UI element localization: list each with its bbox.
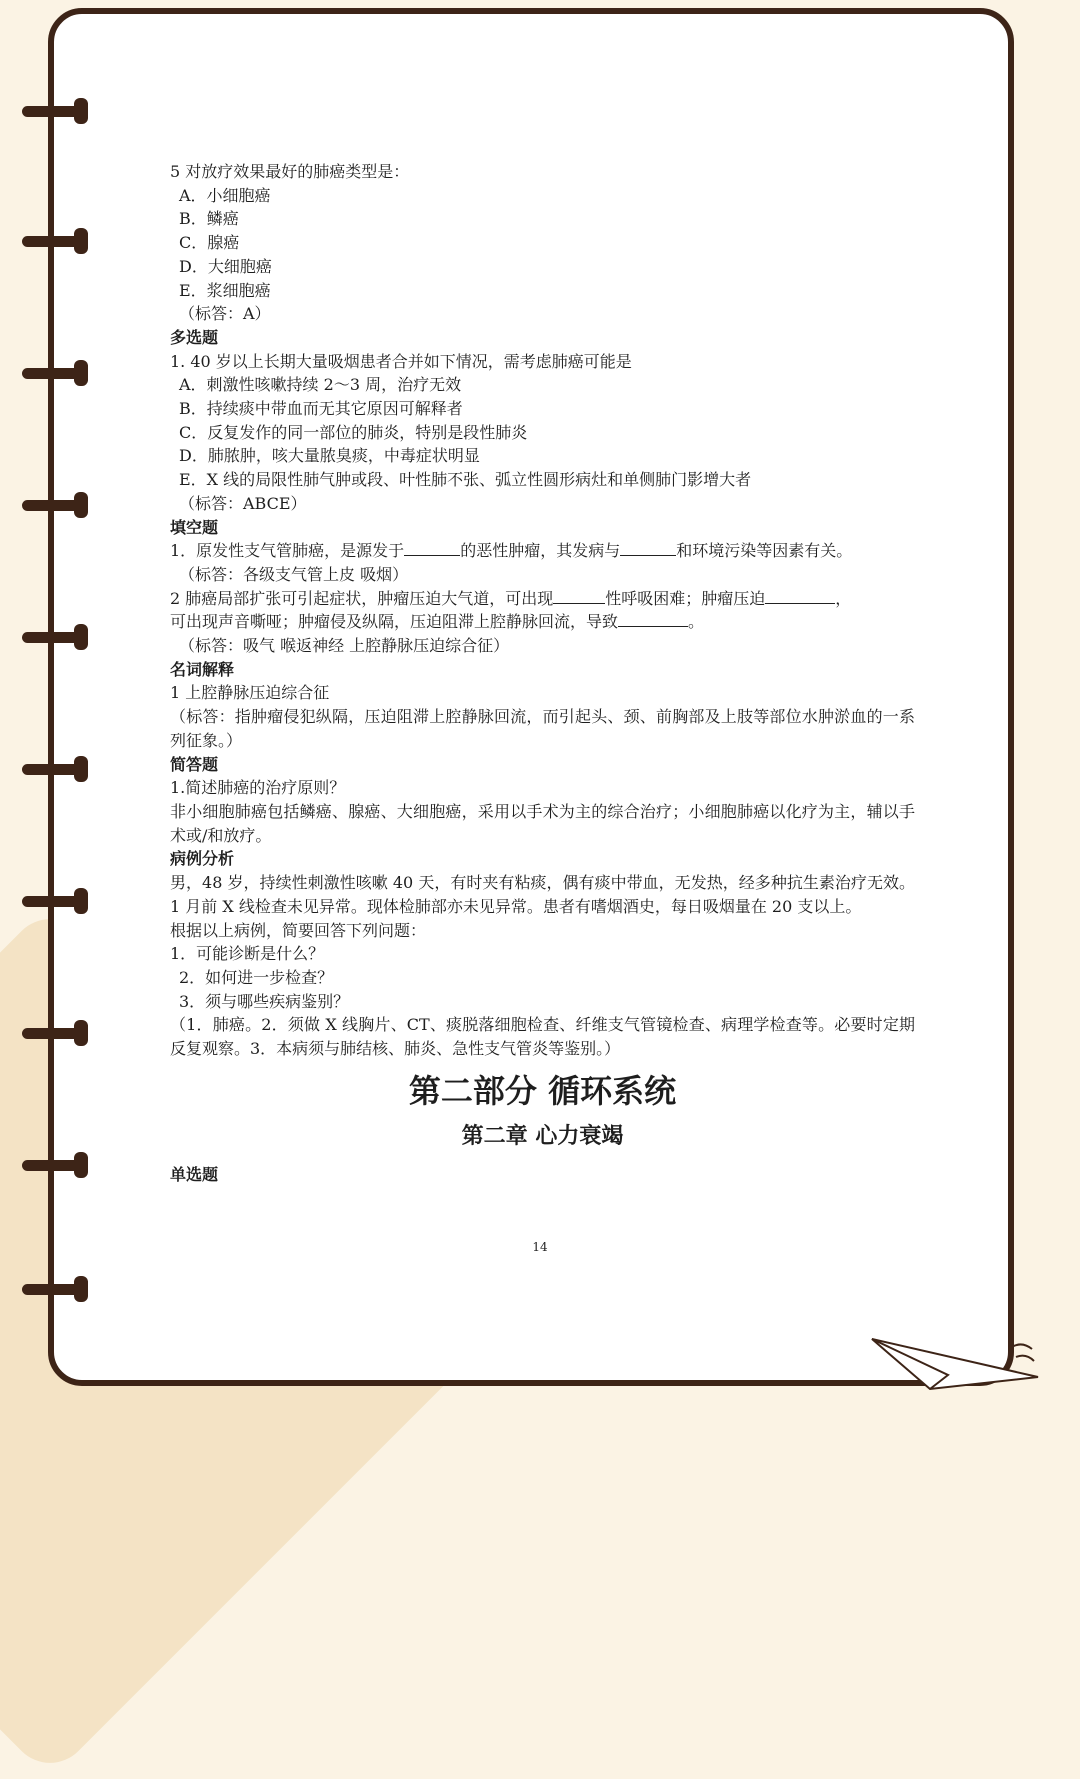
text-segment: 。: [688, 612, 705, 632]
text-segment: 2 肺癌局部扩张可引起症状，肿瘤压迫大气道，可出现: [170, 588, 554, 608]
binder-ring: [22, 624, 90, 650]
document-body: [170, 160, 915, 1186]
answer-blank: [618, 611, 688, 627]
section-heading: 名词解释: [170, 659, 235, 679]
option: B．鳞癌: [179, 209, 239, 229]
answer: （标答：ABCE）: [179, 493, 307, 513]
section-heading: 填空题: [170, 517, 219, 537]
option: D．肺脓肿，咳大量脓臭痰，中毒症状明显: [179, 446, 480, 466]
fill-question: [170, 587, 915, 634]
section-heading: 多选题: [170, 327, 219, 347]
case-prompt: 根据以上病例，简要回答下列问题：: [170, 920, 427, 940]
short-question: 1.简述肺癌的治疗原则？: [170, 778, 346, 798]
binder-ring: [22, 1020, 90, 1046]
binder-ring: [22, 492, 90, 518]
answer-blank: [620, 540, 676, 556]
answer: 非小细胞肺癌包括鳞癌、腺癌、大细胞癌，采用以手术为主的综合治疗；小细胞肺癌以化疗为主，辅以手术或/和放疗。: [170, 801, 915, 845]
question-stem: 1. 40 岁以上长期大量吸烟患者合并如下情况，需考虑肺癌可能是: [170, 351, 632, 371]
text-segment: 和环境污染等因素有关。: [676, 541, 853, 561]
binder-ring: [22, 360, 90, 386]
binder-ring: [22, 1276, 90, 1302]
option: C．反复发作的同一部位的肺炎，特别是段性肺炎: [179, 422, 528, 442]
option: C．腺癌: [179, 233, 240, 253]
term-item: 1 上腔静脉压迫综合征: [170, 683, 330, 703]
case-question: 1．可能诊断是什么？: [170, 944, 325, 964]
binder-ring: [22, 1152, 90, 1178]
binder-ring: [22, 756, 90, 782]
section-heading: 简答题: [170, 754, 219, 774]
option: B．持续痰中带血而无其它原因可解释者: [179, 399, 463, 419]
case-question: 2．如何进一步检查？: [179, 967, 334, 987]
part-title: 第二部分 循环系统: [408, 1071, 677, 1110]
option: E．浆细胞癌: [179, 280, 271, 300]
text-segment: 可出现声音嘶哑；肿瘤侵及纵隔，压迫阻滞上腔静脉回流，导致: [170, 612, 619, 632]
text-segment: 的恶性肿瘤，其发病与: [460, 541, 621, 561]
option: A．刺激性咳嗽持续 2～3 周，治疗无效: [179, 375, 462, 395]
answer: （标答：各级支气管上皮 吸烟）: [179, 564, 409, 584]
paper-plane-icon: [870, 1331, 1040, 1391]
section-heading: 病例分析: [170, 849, 235, 869]
text-segment: 1．原发性支气管肺癌，是源发于: [170, 541, 405, 561]
answer-blank: [553, 588, 605, 604]
answer: （标答：指肿瘤侵犯纵隔，压迫阻滞上腔静脉回流，而引起头、颈、前胸部及上肢等部位水肿淤血的一系列征象。）: [170, 707, 915, 750]
fill-question: [170, 539, 915, 563]
chapter-title: 第二章 心力衰竭: [461, 1123, 624, 1149]
page-number: 14: [532, 1240, 548, 1254]
question-stem: 5 对放疗效果最好的肺癌类型是：: [170, 162, 410, 181]
option: A．小细胞癌: [179, 185, 271, 205]
case-text: 男，48 岁，持续性刺激性咳嗽 40 天，有时夹有粘痰，偶有痰中带血，无发热，经多种抗生素治疗无效。1 月前 X 线检查未见异常。现体检肺部亦未见异常。患者有嗜烟酒史，每日吸烟量在 20 支以上。: [170, 873, 915, 916]
binder-ring: [22, 888, 90, 914]
case-question: 3．须与哪些疾病鉴别？: [179, 991, 350, 1011]
answer-blank: [765, 588, 835, 604]
binder-ring: [22, 228, 90, 254]
answer-blank: [404, 540, 460, 556]
option: D．大细胞癌: [179, 256, 272, 276]
text-segment: ，: [835, 588, 852, 608]
section-heading: 单选题: [170, 1164, 219, 1184]
text-segment: 性呼吸困难；肿瘤压迫: [605, 588, 766, 608]
case-answer: （1．肺癌。2．须做 X 线胸片、CT、痰脱落细胞检查、纤维支气管镜检查、病理学检查等。必要时定期反复观察。3．本病须与肺结核、肺炎、急性支气管炎等鉴别。）: [170, 1015, 915, 1059]
option: E．X 线的局限性肺气肿或段、叶性肺不张、弧立性圆形病灶和单侧肺门影增大者: [179, 470, 752, 490]
binder-ring: [22, 98, 90, 124]
answer: （标答：吸气 喉返神经 上腔静脉压迫综合征）: [179, 636, 510, 656]
answer: （标答：A）: [179, 304, 271, 324]
